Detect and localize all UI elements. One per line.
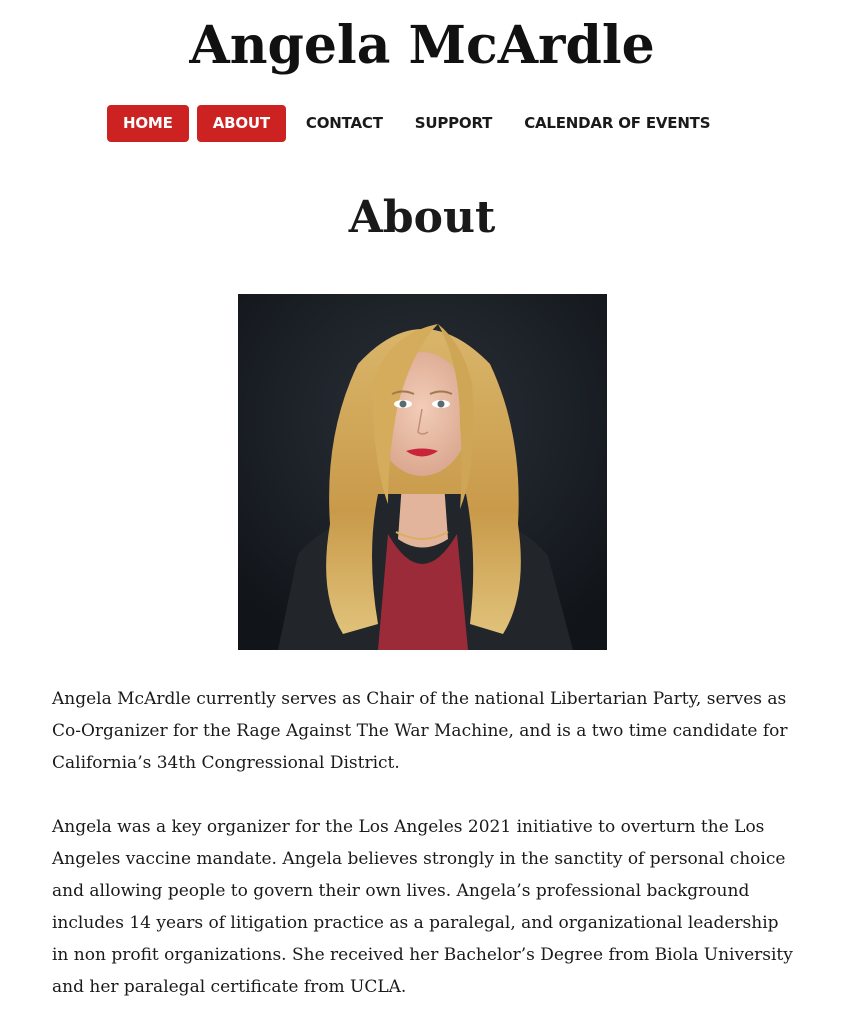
portrait-illustration [238, 294, 607, 650]
page-title: About [348, 192, 496, 243]
about-paragraph-2: Angela was a key organizer for the Los Angeles 2021 initiative to overturn the Los Angeles vaccine mandate. Angela believes strongly in the sanctity of personal choice and allowing people to govern their own lives. Angela’s professional background includes 14 years of litigation practice as a paralegal, and organizational leadership in non profit organizations. She received her Bachelor’s Degree from Biola University and her paralegal certificate from UCLA. [52, 817, 793, 997]
nav-calendar-of-events[interactable]: CALENDAR OF EVENTS [524, 114, 711, 132]
main-nav [107, 105, 722, 142]
nav-home[interactable]: HOME [107, 105, 189, 142]
nav-about[interactable]: ABOUT [197, 105, 286, 142]
about-content [52, 683, 796, 1035]
portrait-photo [238, 294, 607, 650]
site-title: Angela McArdle [189, 15, 655, 76]
about-paragraph-1: Angela McArdle currently serves as Chair of the national Libertarian Party, serves as Co-Organizer for the Rage Against The War Machine, and is a two time candidate for California’s 34th Congressional District. [52, 689, 788, 773]
nav-contact[interactable]: CONTACT [305, 114, 383, 132]
nav-support[interactable]: SUPPORT [414, 114, 493, 132]
